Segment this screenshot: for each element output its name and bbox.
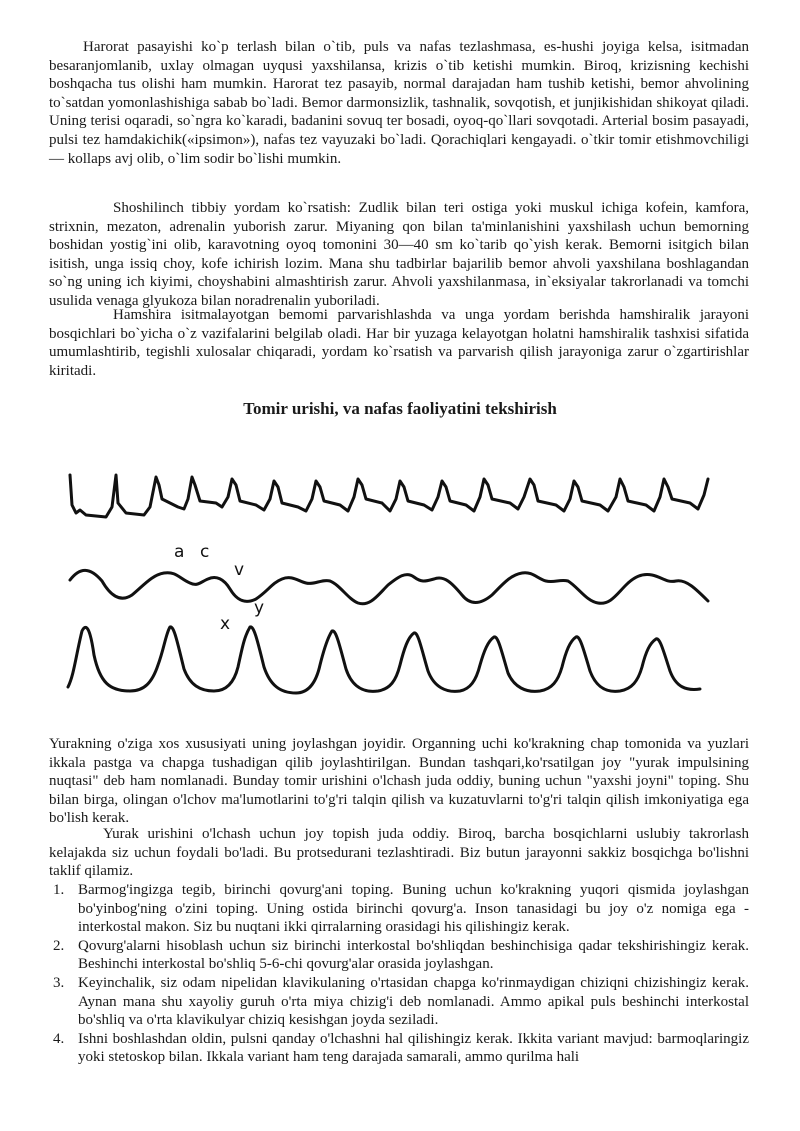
figure-label-a: a bbox=[174, 542, 185, 562]
list-item bbox=[49, 937, 749, 974]
list-item bbox=[49, 1030, 749, 1067]
paragraph-heart-location-text: Yurakning o'ziga xos xususiyati uning joylashgan joyidir. Organning uchi ko'krakning chap tomonida va yuzlari ikkala pastga va chapga tushadigan qilib joylashtirilgan. Bundan tashqari,ko'rsatilgan joy "yurak impulsining nuqtasi" deb ham nomlanadi. Bunday tomir urishini o'lchash juda oddiy, buning uchun "yaxshi joyni" toping. Shu bilan birga, olingan o'lchov ma'lumotlarini to'g'ri talqin qilish va kuzatuvlarni to'g'ri talqin qilish imkoniyatiga ega bo'lish kerak. bbox=[49, 736, 749, 827]
paragraph-heart-location bbox=[49, 735, 749, 828]
figure-label-x: x bbox=[220, 614, 231, 634]
list-item-number: 3. bbox=[53, 974, 65, 991]
list-item-text: Keyinchalik, siz odam nipelidan klavikulaning o'rtasidan chapga ko'rinmaydigan chiziqni chizishingiz kerak. Aynan mana shu xayoliy guruh o'rta miya chizig'i deb nomlanadi. Ammo apikal puls beshinchi interkostal bo'shliq va o'rta klavikulyar chiziq kesishgan joyda seziladi. bbox=[78, 974, 749, 1029]
paragraph-nursing-process bbox=[49, 306, 749, 380]
paragraph-crisis bbox=[49, 38, 749, 168]
steps-list bbox=[49, 881, 749, 1067]
pulse-waveform-figure bbox=[60, 455, 750, 725]
paragraph-crisis-text: Harorat pasayishi ko`p terlash bilan o`tib, puls va nafas tezlashmasa, es-hushi joyiga kelsa, isitmadan besaranjomlanib, uxlay olmagan uyqusi yaxshilansa, krizis o`tib ketishi mumkin. Biroq, krizisning kechishi boshqacha tus olishi ham mumkin. Harorat tez pasayib, normal darajadan ham tushib ketishi, bemor ahvolining to`satdan yomonlashishiga sabab bo`ladi. Bemor darmonsizlik, tashnalik, sovqotish, et junjikishidan shikoyat qiladi. Uning terisi oqaradi, so`ngra ko`karadi, badanini sovuq ter bosadi, oyoq-qo`llari sovqotadi. Arterial bosim pasayadi, pulsi tez hamdakichik(«ipsimon»), nafas tez vayuzaki bo`ladi. Qorachiqlari kengayadi. o`tkir tomir etishmovchiligi — kollaps avj olib, o`lim sodir bo`lishi mumkin. bbox=[49, 39, 749, 167]
respiratory-trace bbox=[68, 627, 700, 693]
list-item-text: Ishni boshlashdan oldin, pulsni qanday o'lchashni hal qilishingiz kerak. Ikkita variant mavjud: barmoqlaringiz yoki stetoskop bilan. Ikkala variant ham teng darajada samarali, ammo qurilma hali bbox=[78, 1030, 749, 1066]
list-item-number: 2. bbox=[53, 937, 65, 954]
figure-label-c: c bbox=[200, 542, 210, 562]
figure-label-y: y bbox=[254, 598, 265, 618]
figure-label-v: v bbox=[234, 560, 245, 580]
list-item bbox=[49, 974, 749, 1030]
section-title: Tomir urishi, va nafas faoliyatini tekshirish bbox=[243, 399, 557, 418]
paragraph-nursing-process-text: Hamshira isitmalayotgan bemomi parvarishlashda va unga yordam berishda hamshiralik jarayoni bosqichlari bo`yicha o`z vazifalarini belgilab oladi. Har bir yuzaga kelayotgan holatni hamshiralik tashxisi sifatida umumlashtirib, tegishli xulosalar chiqaradi, yordam ko`rsatish va parvarish qilish jarayoniga zarur o`zgartirishlar kiritadi. bbox=[49, 307, 749, 379]
list-item-number: 4. bbox=[53, 1030, 65, 1047]
paragraph-emergency-care-text: Shoshilinch tibbiy yordam ko`rsatish: Zudlik bilan teri ostiga yoki muskul ichiga kofein, kamfora, strixnin, mezaton, adrenalin yuborish zarur. Miyaning qon bilan ta'minlanishini yaxshilash uchun bemorning boshidan yostig`ini olib, karavotning oyoq tomonini 30—40 sm ko`tarib qo`yish kerak. Bemorni isitgich bilan isitish, unga issiq choy, kofe ichirish lozim. Mana shu tadbirlar bajarilib bemor ahvoli yaxshilana boshlagandan so`ng uning ich kiyimi, choyshabini almashtirish zarur. Ahvoli yaxshilanmasa, in`eksiyalar takrorlanadi va tomchi usulida venaga glyukoza bilan noradrenalin yuboriladi. bbox=[49, 200, 749, 309]
arterial-pulse-trace bbox=[70, 475, 708, 517]
paragraph-measurement-intro bbox=[49, 825, 749, 881]
list-item bbox=[49, 881, 749, 937]
paragraph-measurement-intro-text: Yurak urishini o'lchash uchun joy topish juda oddiy. Biroq, barcha bosqichlarni uslubiy takrorlash kelajakda siz uchun foydali bo'ladi. Bu protsedurani tezlashtiradi. Biz butun jarayonni sakkiz bosqichga bo'lishni taklif qilamiz. bbox=[49, 826, 749, 880]
venous-pulse-trace bbox=[70, 570, 708, 603]
list-item-text: Qovurg'alarni hisoblash uchun siz birinchi interkostal bo'shliqdan beshinchisiga qadar tekshirishingiz kerak. Beshinchi interkostal bo'shliq 5-6-chi qovurg'alar orasida joylashgan. bbox=[78, 937, 749, 973]
list-item-text: Barmog'ingizga tegib, birinchi qovurg'ani toping. Buning uchun ko'krakning yuqori qismida joylashgan bo'yinbog'ning o'zini toping. Uning ostida birinchi qovurg'a. Inson tanasidagi bu joy o'z nomiga ega - interkostal makon. Siz bu nuqtani ikki qirralarning orasidagi his qilishingiz kerak. bbox=[78, 882, 749, 936]
list-item-number: 1. bbox=[53, 882, 65, 898]
paragraph-emergency-care bbox=[49, 199, 749, 311]
